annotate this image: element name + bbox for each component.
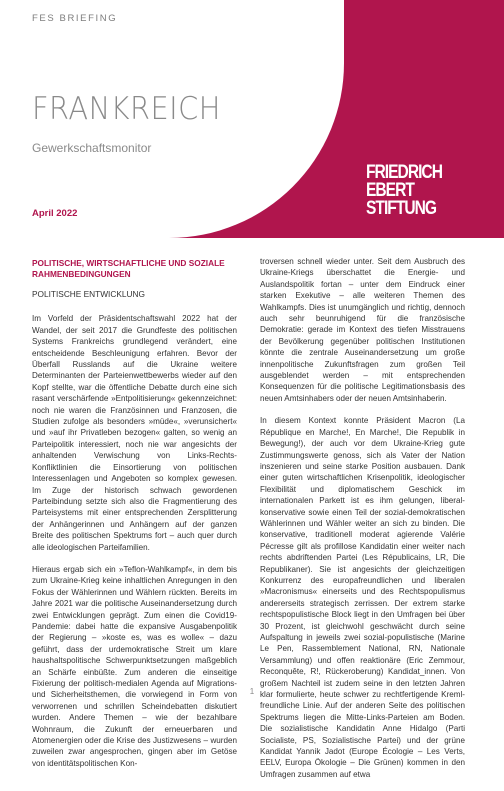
right-column: [260, 256, 465, 791]
publication-date: April 2022: [32, 208, 78, 219]
series-label: FES BRIEFING: [32, 13, 118, 24]
paragraph: troversen schnell wieder unter. Seit dem Ausbruch des Ukraine-Kriegs überschattet die Energie- und Auslandspolitik fortan – unter dem Eindruck einer starken Exekutive – alle weiteren Themen des Wahlkampfs. Dies ist unumgänglich und richtig, dennoch auch sehr beunruhigend für die französische Demokratie: gerade im Kontext des tiefen Misstrauens der Bevölkerung gegenüber politischen Institutionen könnte die zentrale Auseinandersetzung um große innenpolitische Zukunftsfragen zum großen Teil ausgeblendet werden – mit entsprechenden Konsequenzen für die politische Legitimationsbasis des neuen Amtsinhabers oder der neuen Amtsinhaberin.: [260, 257, 465, 403]
paragraph: Im Vorfeld der Präsidentschaftswahl 2022 hat der Wandel, der seit 2017 die Grundfeste des politischen Systems Frankreichs grundlegend verändert, eine entscheidende Beschleunigung erfahren. Bevor der Überfall Russlands auf die Ukraine weitere Determinanten der Parteienwettbewerbs wieder auf den Kopf stellte, war die öffentliche Debatte durch eine sich rasant verschärfende »Entpolitisierung« gekennzeichnet: noch nie waren die Französinnen und Franzosen, die Studien zufolge als besonders »müde«, »verunsichert« und »auf ihr Privatleben bezogen« galten, so wenig an Parteipolitik interessiert, noch nie war angesichts der anhaltenden Verwischung von Links-Rechts-Konfliktlinien die Einsortierung von politischen Interessenlagen und Angeboten so komplex gewesen. Im Zuge der historisch schwach gewordenen Parteibindung setzte sich also die Fragmentierung des Parteisystems mit einer entsprechenden Zersplitterung der Anhängerinnen und Anhängern auf der ganzen Breite des politischen Spektrums fort – auch quer durch alle ideologischen Parteifamilien.: [32, 314, 237, 552]
logo-line: FRIEDRICH: [366, 162, 442, 183]
paragraph: In diesem Kontext konnte Präsident Macron (La République en Marche!, En Marche!, Die Republik in Bewegung!), der auch vor dem Ukraine-Krieg gute Zustimmungswerte genoss, sich als Vater der Nation inszenieren und seine starke Position ausbauen. Dank einer guten wirtschaftlichen Krisenpolitik, ideologischer Flexibilität und diplomatischem Geschick im internationalen Parkett ist es ihm gelungen, liberal-konservative sowie einen Teil der sozial-demokratischen Wählerinnen und Wähler weiter an sich zu binden. Die konservative, traditionell moderat agierende Valérie Pécresse gilt als profillose Kandidatin einer weiter nach rechts abdriftenden Partei (Les Républicains, LR, Die Republikaner). Sie ist angesichts der gleichzeitigen Konkurrenz des europafreundlichen und liberalen »Macronismus« einerseits und des Rechtspopulismus andererseits strategisch zerrissen. Der extrem starke rechtspopulistische Block liegt in den Umfragen bei über 30 Prozent, ist gleichwohl geschwächt durch seine Aufspaltung in jeweils zwei sozial-populistische (Marine Le Pen, Rassemblement National, RN, Nationale Versammlung) und offen reaktionäre (Eric Zemmour, Reconquête, R!, Rückeroberung) Kandidat_innen. Von großem Nachteil ist zudem seine in den letzten Jahren klar formulierte, heute schwer zu rechtfertigende Kreml-freundliche Linie. Auf der anderen Seite des politischen Spektrums liegen die Mitte-Links-Parteien am Boden. Die sozialistische Kandidatin Anne Hidalgo (Parti Socialiste, PS, Sozialistische Partei) und der grüne Kandidat Yannik Jadot (Europe Écologie – Les Verts, EELV, Europa Ökologie – Die Grünen) kommen in den Umfragen zusammen auf etwa: [260, 416, 465, 779]
cover-header: [0, 0, 504, 238]
page-number: 1: [249, 687, 255, 696]
left-column: [32, 258, 237, 780]
section-heading: POLITISCHE, WIRTSCHAFTLICHE UND SOZIALE RAHMENBEDINGUNGEN: [32, 258, 225, 279]
title-panel: [0, 0, 344, 238]
sub-heading: POLITISCHE ENTWICKLUNG: [32, 289, 145, 299]
page-title: FRANKREICH: [32, 91, 221, 127]
logo-line: STIFTUNG: [366, 198, 437, 219]
fes-logo: [366, 164, 455, 218]
paragraph: Hieraus ergab sich ein »Teflon-Wahlkampf«, in dem bis zum Ukraine-Krieg keine inhaltlichen Anregungen in den Fokus der Wählerinnen und Wählern rückten. Bereits im Jahre 2021 war die politische Auseinandersetzung durch zwei Entwicklungen geprägt. Zum einen die Covid19-Pandemie: dabei hatte die expansive Ausgabenpolitik der Regierung – »koste es, was es wolle« – dazu geführt, dass der urdemokratische Streit um klare haushaltspolitische Schwerpunktsetzungen maßgeblich an Schärfe einbüßte. Zum anderen die einseitige Fixierung der politisch-medialen Agenda auf Migrations- und Sicherheitsthemen, die vorwiegend in Form von verworrenen und schrillen Scheindebatten diskutiert wurden. Andere Themen – wie der bezahlbare Wohnraum, die Zukunft der erneuerbaren und Atomenergien oder die Krise des Justizwesens – wurden zuweilen zwar angesprochen, gingen aber im Getöse von identitätspolitischen Kon-: [32, 564, 237, 768]
logo-line: EBERT: [366, 180, 414, 201]
page-subtitle: Gewerkschaftsmonitor: [32, 141, 152, 155]
